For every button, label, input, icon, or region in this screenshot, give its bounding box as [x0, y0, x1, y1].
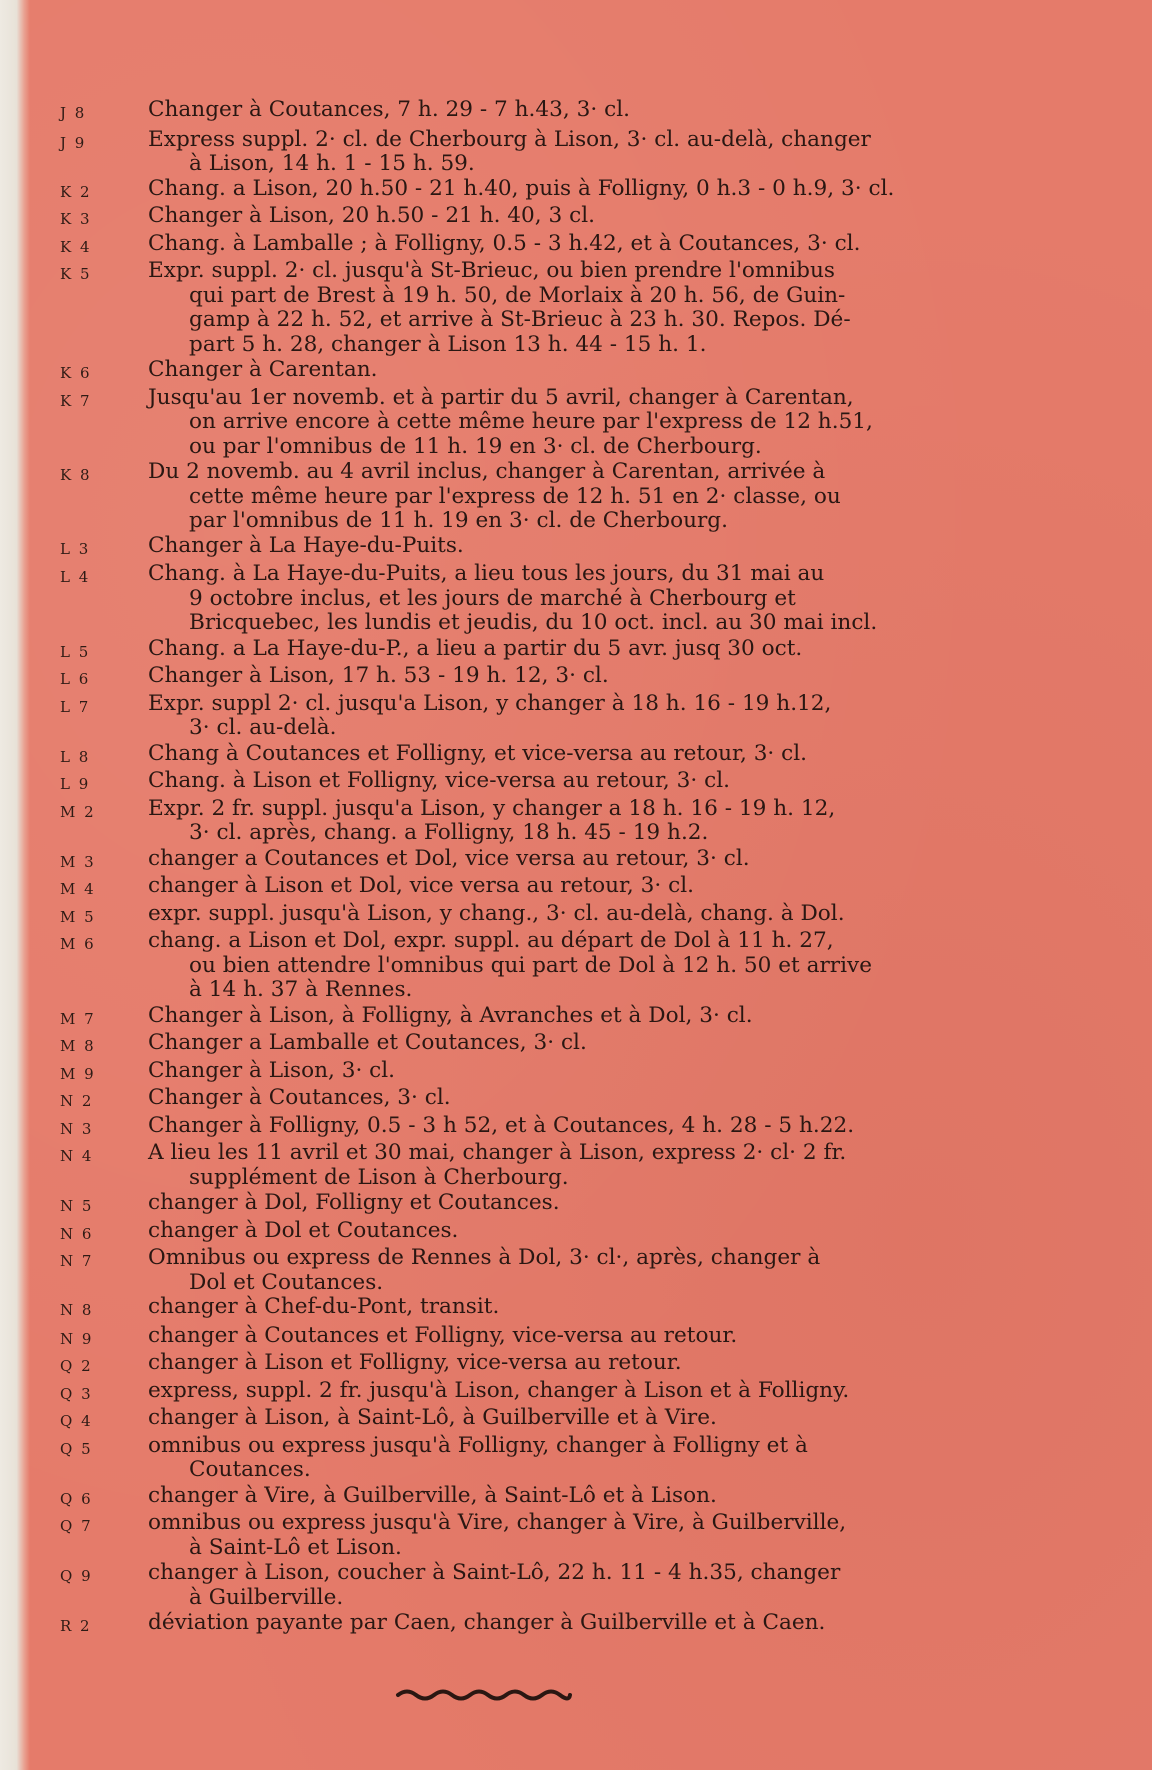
footnote-list: [60, 98, 1060, 1718]
footnote-code: K 8: [60, 466, 92, 484]
footnote-code: K 3: [60, 210, 92, 228]
footnote-row: [60, 929, 1060, 1003]
footnote-row: [60, 1246, 1060, 1295]
footnote-code: Q 3: [60, 1384, 93, 1403]
footnote-code: Q 9: [60, 1567, 93, 1585]
footnote-row: [60, 1611, 1060, 1639]
footnote-code: N 3: [60, 1119, 94, 1138]
footnote-row: [60, 1351, 1060, 1379]
footnote-text: changer à Dol et Coutances.: [148, 1217, 459, 1243]
footnote-code: Q 7: [60, 1517, 93, 1535]
torn-paper-edge: [0, 0, 30, 1770]
footnote-row: [60, 1059, 1060, 1087]
footnote-code: M 6: [60, 935, 96, 953]
footnote-text: changer à Lison et Dol, vice versa au retour, 3· cl.: [148, 873, 694, 898]
footnote-code: Q 6: [60, 1489, 93, 1508]
footnote-code: M 5: [60, 907, 96, 926]
footnote-row: [60, 1561, 1060, 1610]
footnote-text: Chang. a La Haye-du-P., a lieu a partir du 5 avr. jusq 30 oct.: [148, 635, 803, 661]
footnote-code: L 6: [60, 670, 91, 688]
footnote-row: [60, 1434, 1060, 1483]
footnote-row: [60, 1219, 1060, 1247]
footnote-text: changer à Chef-du-Pont, transit.: [148, 1294, 500, 1319]
footnote-text: Changer à La Haye-du-Puits.: [148, 532, 464, 558]
footnote-row: [60, 204, 1060, 232]
footnote-row: [60, 902, 1060, 930]
footnote-text: express, suppl. 2 fr. jusqu'à Lison, changer à Lison et à Folligny.: [148, 1377, 850, 1403]
footnote-row: [60, 460, 1060, 534]
footnote-code: N 8: [60, 1301, 94, 1319]
footnote-text: changer a Coutances et Dol, vice versa au retour, 3· cl.: [148, 845, 750, 871]
footnote-row: [60, 1379, 1060, 1407]
footnote-text: Changer à Coutances, 3· cl.: [148, 1085, 451, 1110]
footnote-code: N 5: [60, 1197, 94, 1215]
footnote-text: Expr. 2 fr. suppl. jusqu'a Lison, y changer a 18 h. 16 - 19 h. 12, 3· cl. après, chang. a Folligny, 18 h. 45 - 19 h.2.: [148, 795, 836, 845]
footnote-row: [60, 1324, 1060, 1352]
footnote-text: Chang. à Lison et Folligny, vice-versa au retour, 3· cl.: [148, 768, 730, 793]
footnote-row: [60, 128, 1060, 177]
footnote-text: omnibus ou express jusqu'à Folligny, changer à Folligny et à Coutances.: [148, 1432, 808, 1482]
footnote-text: Changer à Coutances, 7 h. 29 - 7 h.43, 3· cl.: [148, 97, 630, 122]
footnote-text: Changer à Lison, 3· cl.: [148, 1057, 396, 1083]
footnote-text: Changer à Lison, 17 h. 53 - 19 h. 12, 3· cl.: [148, 663, 609, 688]
footnote-text: changer à Dol, Folligny et Coutances.: [148, 1190, 560, 1215]
footnote-row: [60, 742, 1060, 770]
footnote-code: M 4: [60, 880, 96, 898]
footnote-text: changer à Coutances et Folligny, vice-versa au retour.: [148, 1322, 738, 1348]
footnote-row: [60, 1191, 1060, 1219]
footnote-code: N 4: [60, 1147, 94, 1165]
footnote-row: [60, 1406, 1060, 1434]
footnote-row: [60, 177, 1060, 205]
footnote-row: [60, 259, 1060, 357]
footnote-text: expr. suppl. jusqu'à Lison, y chang., 3· cl. au-delà, chang. à Dol.: [148, 900, 845, 926]
footnote-text: Changer à Folligny, 0.5 - 3 h 52, et à Coutances, 4 h. 28 - 5 h.22.: [148, 1112, 855, 1138]
footnote-row: [60, 1141, 1060, 1190]
footnote-row: [60, 1004, 1060, 1032]
footnote-code: M 8: [60, 1037, 96, 1055]
footnote-code: L 9: [60, 775, 91, 793]
footnote-text: Expr. suppl 2· cl. jusqu'a Lison, y changer à 18 h. 16 - 19 h.12, 3· cl. au-delà.: [148, 690, 832, 740]
footnote-row: [60, 692, 1060, 741]
footnote-code: L 7: [60, 697, 91, 716]
footnote-text: Chang. à Lamballe ; à Folligny, 0.5 - 3 h.42, et à Coutances, 3· cl.: [148, 230, 861, 256]
footnote-code: K 6: [60, 364, 92, 382]
footnote-text: A lieu les 11 avril et 30 mai, changer à Lison, express 2· cl· 2 fr. supplément de Lison à Cherbourg.: [148, 1140, 847, 1190]
footnote-row: [60, 1511, 1060, 1560]
footnote-code: Q 4: [60, 1412, 93, 1430]
footnote-code: L 4: [60, 568, 91, 586]
footnote-code: J 8: [60, 104, 87, 122]
footnote-code: N 9: [60, 1329, 94, 1348]
footnote-row: [60, 232, 1060, 260]
footnote-text: Changer à Lison, 20 h.50 - 21 h. 40, 3 cl.: [148, 203, 595, 228]
footnote-row: [60, 1031, 1060, 1059]
footnote-text: Chang à Coutances et Folligny, et vice-versa au retour, 3· cl.: [148, 740, 808, 766]
footnote-row: [60, 98, 1060, 126]
footnote-text: Omnibus ou express de Rennes à Dol, 3· cl·, après, changer à Dol et Coutances.: [148, 1245, 821, 1295]
footnote-row: [60, 1484, 1060, 1512]
footnote-text: Du 2 novemb. au 4 avril inclus, changer à Carentan, arrivée à cette même heure par l'express de 12 h. 51 en 2· classe, ou par l'omnibus de 11 h. 19 en 3· cl. de Cherbourg.: [148, 459, 841, 533]
footnote-code: M 9: [60, 1064, 96, 1083]
end-flourish-icon: [394, 1684, 574, 1704]
footnote-text: Express suppl. 2· cl. de Cherbourg à Lison, 3· cl. au-delà, changer à Lison, 14 h. 1 - 15 h. 59.: [148, 126, 871, 176]
footnote-code: N 2: [60, 1092, 94, 1110]
footnote-code: K 2: [60, 182, 92, 201]
footnote-code: Q 5: [60, 1439, 93, 1458]
footnote-text: omnibus ou express jusqu'à Vire, changer à Vire, à Guilberville, à Saint-Lô et Lison.: [148, 1510, 847, 1560]
footnote-text: Changer a Lamballe et Coutances, 3· cl.: [148, 1030, 587, 1055]
footnote-row: [60, 847, 1060, 875]
footnote-row: [60, 1114, 1060, 1142]
footnote-text: chang. a Lison et Dol, expr. suppl. au départ de Dol à 11 h. 27, ou bien attendre l'omnibus qui part de Dol à 12 h. 50 et arrive à 14 h. 37 à Rennes.: [148, 928, 872, 1002]
footnote-text: Chang. à La Haye-du-Puits, a lieu tous les jours, du 31 mai au 9 octobre inclus, et les jours de marché à Cherbourg et Bricquebec, les lundis et jeudis, du 10 oct. incl. au 30 mai incl.: [148, 561, 878, 635]
footnote-code: N 7: [60, 1252, 94, 1270]
footnote-text: Chang. a Lison, 20 h.50 - 21 h.40, puis à Folligny, 0 h.3 - 0 h.9, 3· cl.: [148, 175, 895, 201]
footnote-code: L 8: [60, 747, 91, 766]
footnote-text: Changer à Lison, à Folligny, à Avranches et à Dol, 3· cl.: [148, 1002, 753, 1028]
footnote-code: L 3: [60, 539, 91, 558]
footnote-row: [60, 664, 1060, 692]
footnote-text: déviation payante par Caen, changer à Guilberville et à Caen.: [148, 1610, 826, 1635]
footnote-code: M 7: [60, 1009, 96, 1028]
footnote-code: N 6: [60, 1224, 94, 1243]
footnote-text: Expr. suppl. 2· cl. jusqu'à St-Brieuc, ou bien prendre l'omnibus qui part de Brest à 19 h. 50, de Morlaix à 20 h. 56, de Guin- gamp à 22 h. 52, et arrive à St-Brieuc à 23 h. 30. Repos. Dé- part 5 h. 28, changer à Lison 13 h. 44 - 15 h. 1.: [148, 258, 851, 357]
footnote-text: Changer à Carentan.: [148, 357, 378, 382]
footnote-text: changer à Lison et Folligny, vice-versa au retour.: [148, 1350, 682, 1375]
footnote-row: [60, 874, 1060, 902]
footnote-code: R 2: [60, 1617, 92, 1635]
footnote-row: [60, 534, 1060, 562]
footnote-row: [60, 358, 1060, 386]
footnote-code: K 4: [60, 237, 92, 256]
footnote-row: [60, 769, 1060, 797]
footnote-row: [60, 1295, 1060, 1323]
footnote-row: [60, 637, 1060, 665]
footnote-code: J 9: [60, 133, 87, 152]
footnote-code: M 3: [60, 852, 96, 871]
footnote-code: K 7: [60, 391, 92, 410]
footnote-row: [60, 1086, 1060, 1114]
footnote-row: [60, 562, 1060, 636]
footnote-code: L 5: [60, 642, 91, 661]
footnote-row: [60, 797, 1060, 846]
footnote-text: changer à Vire, à Guilberville, à Saint-Lô et à Lison.: [148, 1482, 717, 1508]
footnote-text: Jusqu'au 1er novemb. et à partir du 5 avril, changer à Carentan, on arrive encore à cette même heure par l'express de 12 h.51, ou par l'omnibus de 11 h. 19 en 3· cl. de Cherbourg.: [148, 384, 873, 459]
footnote-text: changer à Lison, coucher à Saint-Lô, 22 h. 11 - 4 h.35, changer à Guilberville.: [148, 1560, 841, 1610]
footnote-code: M 2: [60, 802, 96, 821]
footnote-text: changer à Lison, à Saint-Lô, à Guilberville et à Vire.: [148, 1405, 717, 1430]
footnote-code: K 5: [60, 265, 92, 283]
footnote-code: Q 2: [60, 1357, 93, 1375]
footnote-row: [60, 386, 1060, 460]
